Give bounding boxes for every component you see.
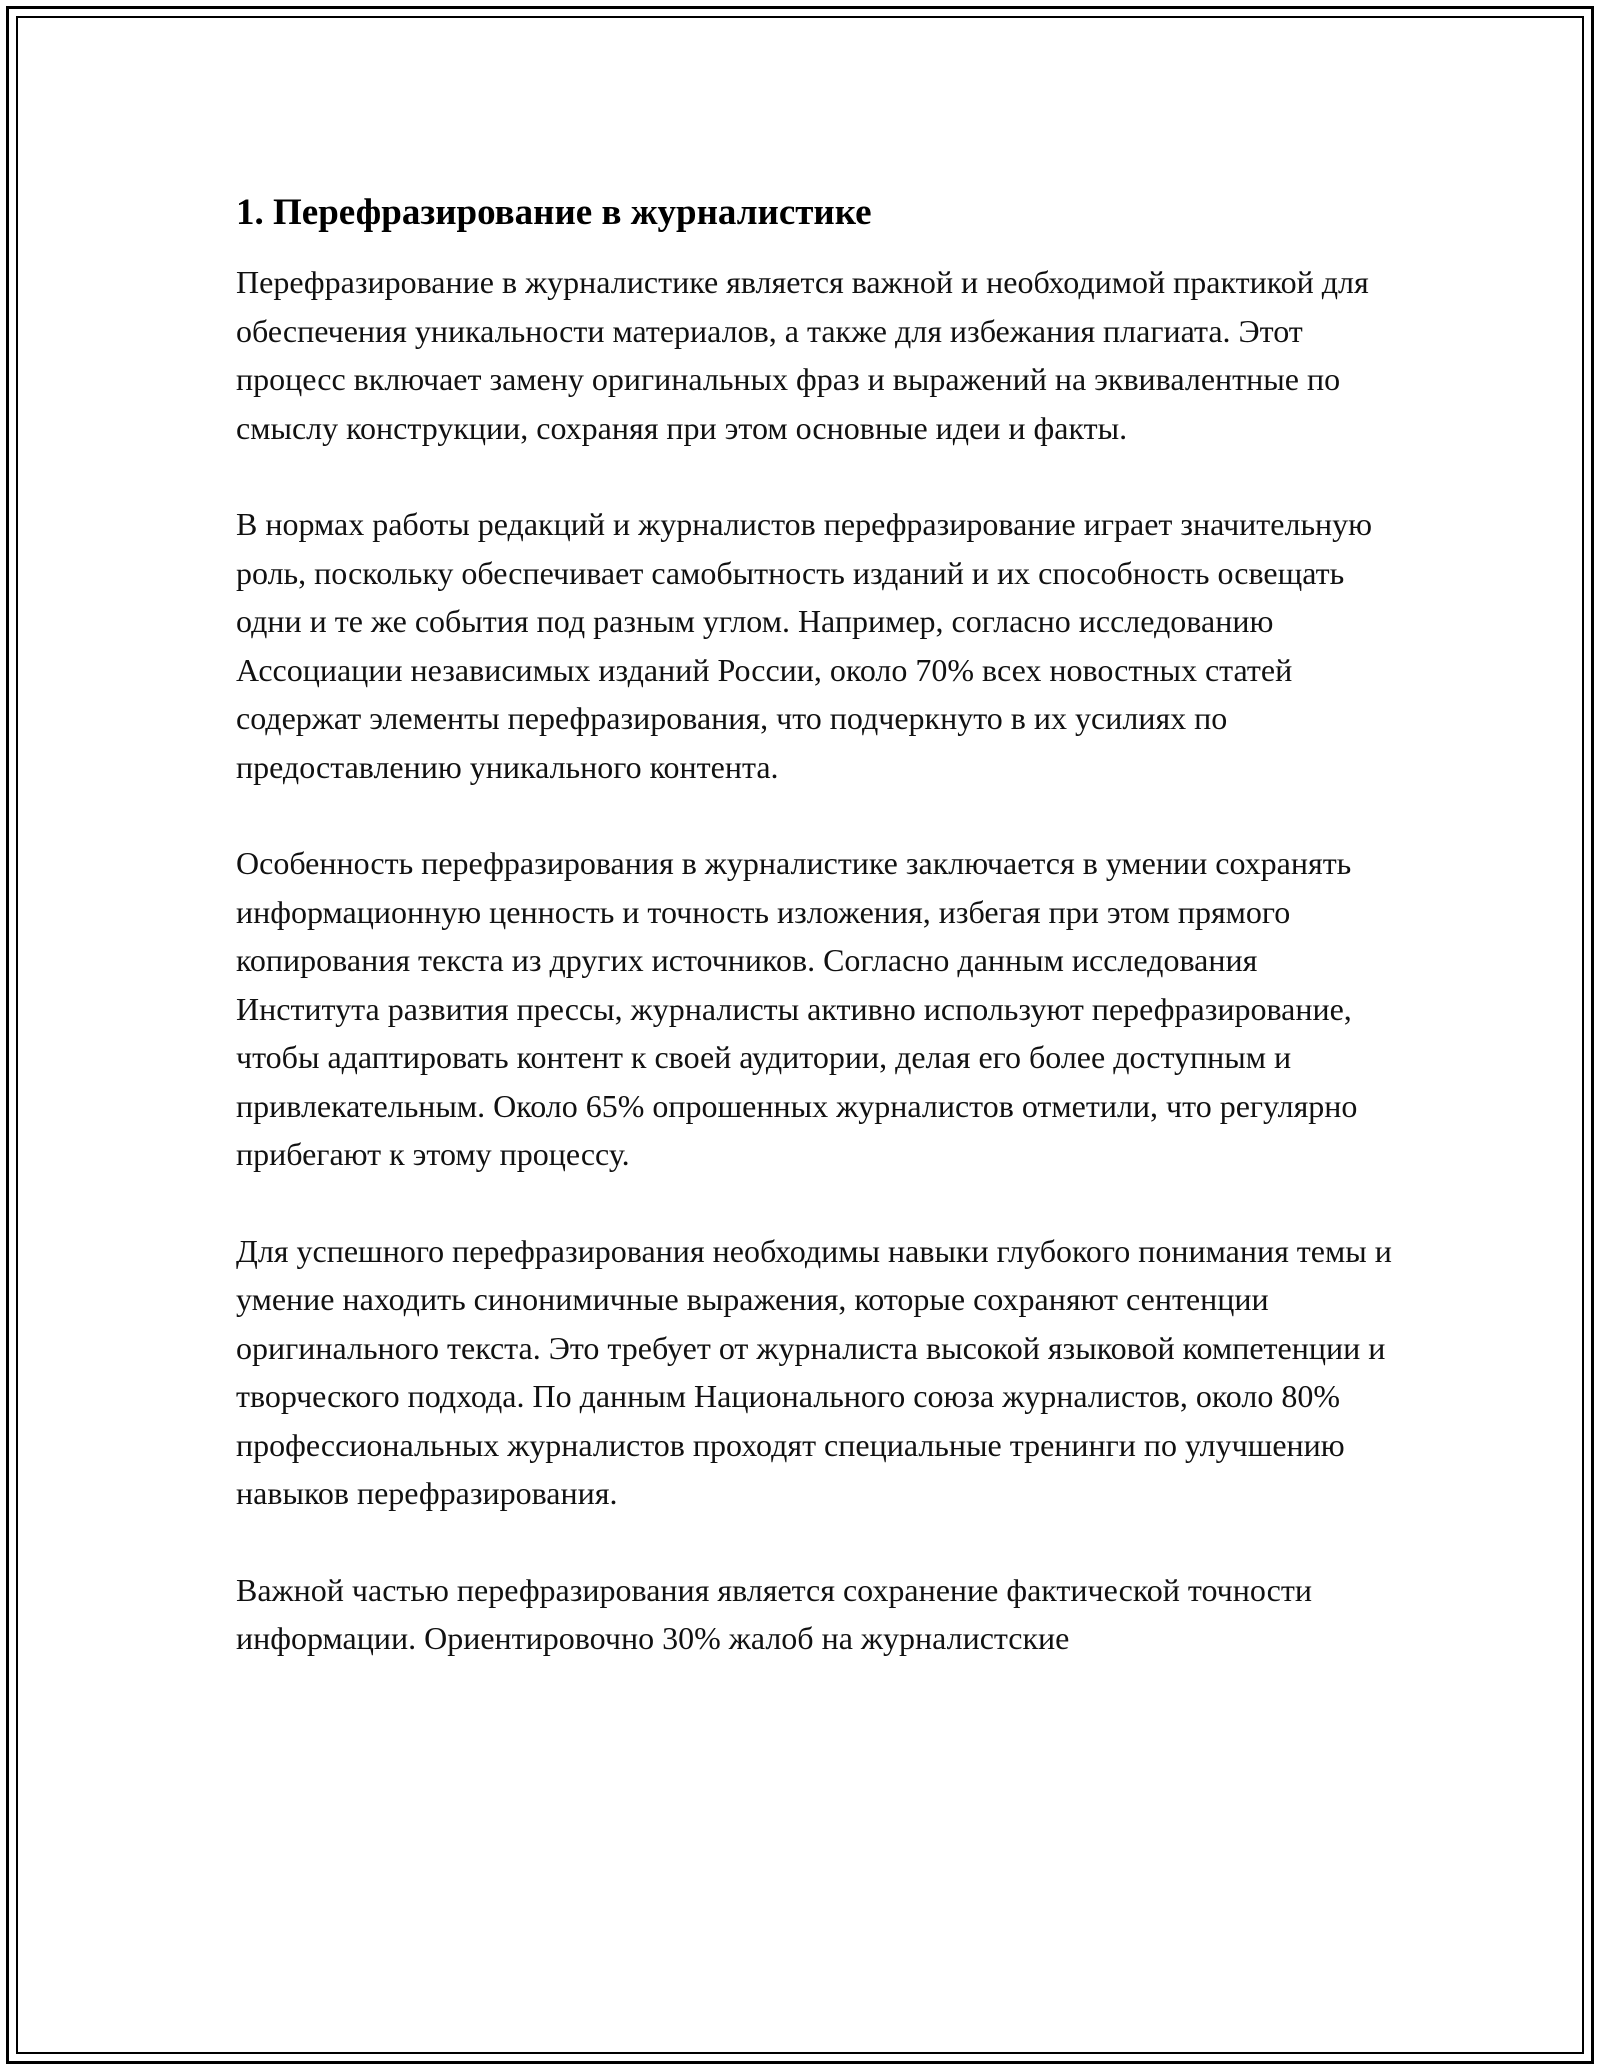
paragraph-1: Перефразирование в журналистике является важной и необходимой практикой для обеспечения уникальности материалов, а также для избежания плагиата. Этот процесс включает замену оригинальных фраз и выражений на эквивалентные по смыслу конструкции, сохраняя при этом основные идеи и факты.: [236, 264, 1369, 446]
document-body: [236, 188, 1396, 1711]
paragraph-4: Для успешного перефразирования необходимы навыки глубокого понимания темы и умение находить синонимичные выражения, которые сохраняют сентенции оригинального текста. Это требует от журналиста высокой языковой компетенции и творческого подхода. По данным Национального союза журналистов, около 80% профессиональных журналистов проходят специальные тренинги по улучшению навыков перефразирования.: [236, 1232, 1392, 1511]
section-heading: 1. Перефразирование в журналистике: [236, 192, 872, 233]
paragraph-5: Важной частью перефразирования является сохранение фактической точности информации. Ориентировочно 30% жалоб на журналистские: [236, 1571, 1312, 1656]
paragraph-2: В нормах работы редакций и журналистов перефразирование играет значительную роль, поскольку обеспечивает самобытность изданий и их способность освещать одни и те же события под разным углом. Например, согласно исследованию Ассоциации независимых изданий России, около 70% всех новостных статей содержат элементы перефразирования, что подчеркнуто в их усилиях по предоставлению уникального контента.: [236, 506, 1373, 785]
paragraph-3: Особенность перефразирования в журналистике заключается в умении сохранять информационную ценность и точность изложения, избегая при этом прямого копирования текста из других источников. Согласно данным исследования Института развития прессы, журналисты активно используют перефразирование, чтобы адаптировать контент к своей аудитории, делая его более доступным и привлекательным. Около 65% опрошенных журналистов отметили, что регулярно прибегают к этому процессу.: [236, 845, 1358, 1172]
